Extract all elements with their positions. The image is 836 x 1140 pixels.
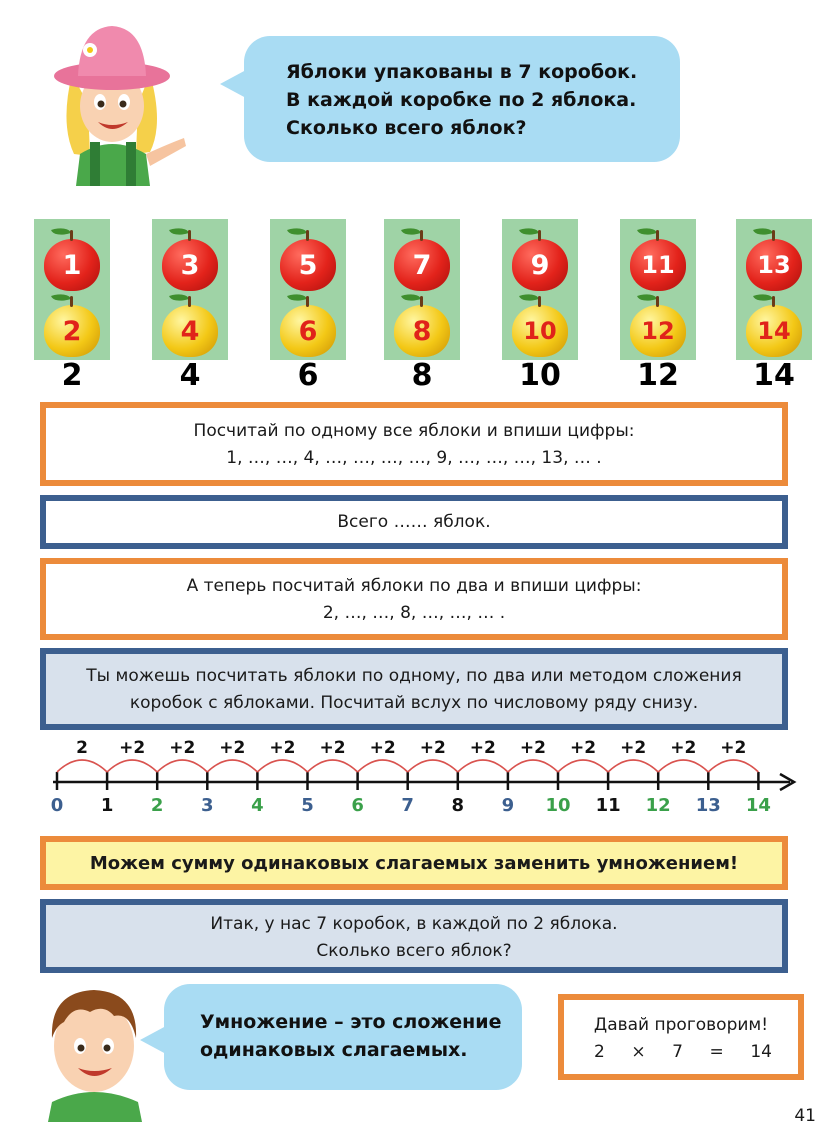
number-line-jump-arc [358, 760, 408, 772]
number-line-step-label: +2 [119, 738, 146, 758]
apple-number: 11 [641, 251, 675, 279]
count-one-sequence: 1, …, …, 4, …, …, …, …, 9, …, …, …, 13, … . [226, 448, 602, 468]
number-line-label: 2 [150, 795, 164, 816]
number-line-jump-arc [207, 760, 257, 772]
number-line-step-label: +2 [219, 738, 246, 758]
apple-number: 2 [62, 315, 82, 347]
number-line-jump-arc [157, 760, 207, 772]
number-line-step-label: +2 [369, 738, 396, 758]
number-line-jump-arc [257, 760, 307, 772]
equation-multiply-sign: × [631, 1042, 646, 1062]
say-it-title: Давай проговорим! [593, 1015, 769, 1035]
number-line-jump-arc [308, 760, 358, 772]
equation-equals-sign: = [709, 1042, 724, 1062]
boy-character-illustration [34, 982, 154, 1122]
methods-text-line: коробок с яблоками. Посчитай вслух по числовому ряду снизу. [129, 693, 699, 713]
apple-number: 9 [530, 249, 550, 281]
top-bubble-line: Сколько всего яблок? [286, 117, 527, 139]
apple-number: 1 [62, 249, 82, 281]
number-line-label: 12 [645, 795, 671, 816]
multiply-text: Можем сумму одинаковых слагаемых заменить умножением! [89, 853, 739, 874]
bottom-speech-bubble [164, 984, 522, 1090]
count-two-instruction: А теперь посчитай яблоки по два и впиши цифры: [186, 576, 642, 596]
number-line-jump-arc [708, 760, 758, 772]
bottom-bubble-line: одинаковых слагаемых. [200, 1039, 468, 1061]
apple-number: 14 [757, 317, 791, 345]
box-total: 4 [179, 358, 201, 393]
number-line-label: 8 [451, 795, 465, 816]
top-bubble-line: В каждой коробке по 2 яблока. [286, 89, 637, 111]
apple-number: 8 [412, 315, 432, 347]
number-line-jump-arc [408, 760, 458, 772]
page-number: 41 [794, 1106, 816, 1126]
apple-number: 7 [412, 249, 432, 281]
question-panel [40, 899, 788, 973]
number-line-label: 11 [595, 795, 621, 816]
box-total: 8 [411, 358, 433, 393]
number-line-step-label: 2 [76, 738, 88, 758]
number-line-step-label: +2 [469, 738, 496, 758]
number-line-step-label: +2 [169, 738, 196, 758]
number-line-jump-arc [508, 760, 558, 772]
count-one-instruction: Посчитай по одному все яблоки и впиши цифры: [193, 421, 635, 441]
box-total: 14 [753, 358, 795, 393]
number-line-jump-arc [107, 760, 157, 772]
box-total: 2 [61, 358, 83, 393]
number-line-label: 3 [201, 795, 214, 816]
number-line-label: 10 [545, 795, 571, 816]
number-line-label: 1 [100, 795, 114, 816]
say-it-equation [564, 1039, 798, 1066]
number-line-label: 7 [401, 795, 414, 816]
methods-text-line: Ты можешь посчитать яблоки по одному, по два или методом сложения [86, 666, 742, 686]
total-text: Всего …… яблок. [337, 512, 491, 532]
question-text-line: Итак, у нас 7 коробок, в каждой по 2 яблока. [210, 914, 618, 934]
bottom-bubble-text [200, 1008, 502, 1064]
top-bubble-line: Яблоки упакованы в 7 коробок. [286, 61, 638, 83]
equation-result: 14 [750, 1042, 772, 1062]
number-line-step-label: +2 [269, 738, 296, 758]
apple-number: 3 [180, 249, 200, 281]
say-it-box [558, 994, 804, 1080]
box-total: 12 [637, 358, 679, 393]
number-line-jump-arc [57, 760, 107, 772]
number-line-step-label: +2 [570, 738, 597, 758]
apple-number: 13 [757, 251, 791, 279]
apple-number: 6 [298, 315, 318, 347]
count-two-sequence: 2, …, …, 8, …, …, … . [322, 603, 506, 623]
question-text-line: Сколько всего яблок? [316, 941, 512, 961]
apple-number: 10 [523, 317, 557, 345]
number-line-label: 9 [501, 795, 515, 816]
number-line-step-label: +2 [319, 738, 346, 758]
number-line-step-label: +2 [419, 738, 446, 758]
number-line-step-label: +2 [720, 738, 747, 758]
equation-factor: 7 [672, 1042, 683, 1062]
number-line-jump-arc [658, 760, 708, 772]
box-total: 10 [519, 358, 561, 393]
number-line-step-label: +2 [620, 738, 647, 758]
number-line-label: 14 [745, 795, 771, 816]
number-line-step-label: +2 [519, 738, 546, 758]
number-line-jump-arc [608, 760, 658, 772]
box-total: 6 [297, 358, 319, 393]
apple-number: 5 [298, 249, 318, 281]
multiply-panel [40, 836, 788, 890]
apple-number: 12 [641, 317, 675, 345]
number-line-label: 4 [251, 795, 264, 816]
apple-number: 4 [180, 315, 200, 347]
number-line-label: 6 [351, 795, 364, 816]
number-line-jump-arc [458, 760, 508, 772]
equation-factor: 2 [594, 1042, 605, 1062]
bubble-tail [140, 1026, 166, 1054]
bottom-bubble-line: Умножение – это сложение [200, 1011, 502, 1033]
number-line-label: 13 [695, 795, 721, 816]
number-line-jump-arc [558, 760, 608, 772]
number-line-label: 0 [50, 795, 64, 816]
number-line-step-label: +2 [670, 738, 697, 758]
number-line-label: 5 [301, 795, 314, 816]
